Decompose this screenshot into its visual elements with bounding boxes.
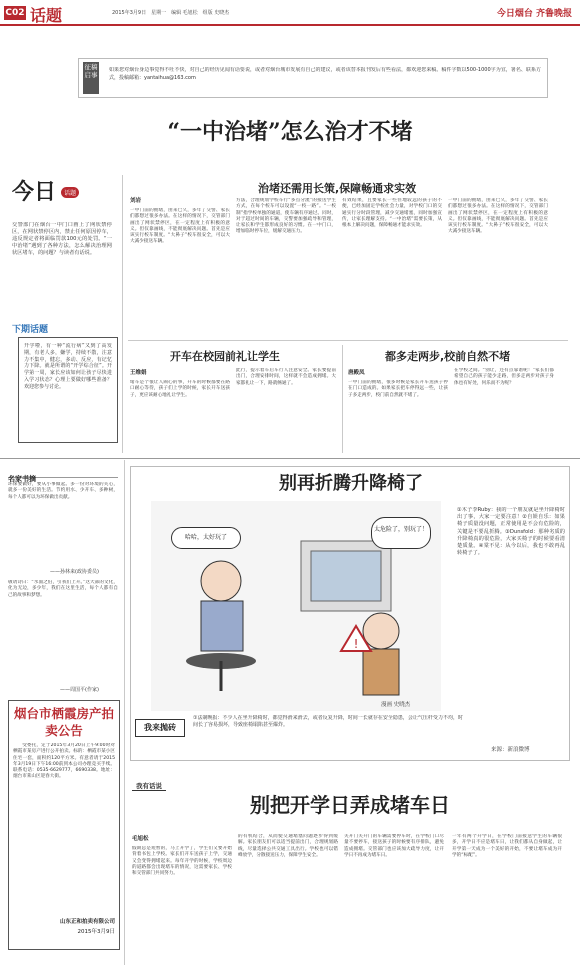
issue-meta: 2015年3月9日 星期一 编辑 毛旭松 组版 史晓杰 xyxy=(112,10,230,16)
reading-room-title xyxy=(8,466,118,483)
article2-col2: 此行，提示着车后车行人注意安全。家长要提前出门，合理安排时间，这样就不会造成拥堵。大家都礼让一下，路就畅通了。 xyxy=(236,368,336,386)
call-body: 如果您对烟台身边事觉得不吐不快，对自己的经历见闻有话要说，或者对烟台城市发展有自己的建议，或者该替本报刊发后有些看法，都欢迎您来稿。稿件字数以500-1000字为宜，署名、联系方式，投稿邮箱：yantaihua@163.com xyxy=(109,67,541,81)
article1-author: 刘岩 xyxy=(130,198,142,204)
topic2-author: 毛旭松 xyxy=(132,836,149,842)
feature-block xyxy=(130,466,570,761)
reading-room-title-text: 名家书摘 xyxy=(8,475,36,483)
article2-col1: 堵车是个很让人闹心的事，开车的时候都要在路口耐心等待，孩子们上学的时候，家长开车送孩子，更应该耐心地礼让学生。 xyxy=(130,380,230,398)
notice-title: 烟台市栖霞房产拍卖公告 xyxy=(13,706,114,738)
article1-col4: 一中门前的拥堵，由来已久，多年了交警、家长们都想过很多办法。在这样的情况下，交管部门画出了网状禁停区，在一定程度上有积极的意义。但仅靠画线，不能彻底解决问题。首先是应该实行校车制度。“大鼻子”校车很安全，可以大大减少接送车辆。 xyxy=(448,198,548,235)
topic2-label-text: 我有话说 xyxy=(132,782,166,791)
reading-room-body2: 敬请诗曰：“水面之伯，引我们上升。”这大部的文化，化为无边，多少年，我们在这里生活，每个人都有自己的故事和梦想。 xyxy=(8,580,118,598)
notice-box xyxy=(8,700,120,950)
reading-room-body: 环保要做好，要从小事做起。多一份对环境的关心，就多一份美好的生活。节约用水、少开车、多种树，每个人都可以为环保做出贡献。 xyxy=(8,482,118,500)
page-number: C02 xyxy=(5,8,25,18)
article3-col1: 一中门前的拥堵，很多时候是家长开车送孩子停在门口造成的。如果家长把车停得远一些，让孩子多走两步，校门前自然就不堵了。 xyxy=(348,380,448,398)
notice-company: 山东正和拍卖有限公司 xyxy=(59,919,115,925)
article1-col2: 方法，合理规划学校车行“多点分流”的接送学生方式，在每个校车可以设置“一校一路”。“一校制”指学校单独的通道，使车辆有序通过。同时，对于超过时间的车辆，交警要加强疏导和管理，让家长和学生都形成良好的习惯。在一中门口，增加临时停车位，缓解交通压力。 xyxy=(236,198,336,235)
next-topic-box xyxy=(18,337,118,443)
next-topic-body: 开学啦，有一种“流行病”又到了高发期，有老人多，嫌学，持续不散，注意力不集中，健忘，多动、反应，有记忆力下降。就是所谓的“开学综合征”。开学第一周，家长应该如何让孩子尽快进入学习状态？心理上要做好哪些准备？欢迎您参与讨论。 xyxy=(24,343,112,390)
feature-badge-text: 我来抛砖 xyxy=(144,723,176,732)
bubble-left xyxy=(171,527,241,549)
article1-col3: 有效结果，且要家长一些住地较远的孩子的不便，已经加固定学校社会力量，对学校门口的交通实行分时段管理，减少交通堵塞，同时加强宣传，让家长理解支持。“一中治堵”需要长策，从根本上解决问题，保障畅通才能求实效。 xyxy=(342,198,442,229)
call-for-submissions xyxy=(78,58,548,98)
topic2-label xyxy=(132,773,166,792)
notice-date: 2015年3月9日 xyxy=(77,929,115,935)
article2-author: 王维娟 xyxy=(130,370,147,376)
today-topic-small: 话题 xyxy=(61,187,79,198)
article2-subhead: 开车在校园前礼让学生 xyxy=(170,350,280,363)
topic2-col2: 的有机结合，从而使交通堵塞问题逐步得到缓解。家长朋友们可以适当提前出门，合理规划路线，尽量选择公共交通工具出行。学校也可以错峰放学，分散接送压力，保障学生安全。 xyxy=(238,834,338,858)
reading-room-author2: ——周国平(作家) xyxy=(60,687,99,693)
cartoon-caption: 漫画 史晓杰 xyxy=(381,702,411,708)
feature-side: ①木子李Ruby：我的一个朋友就是坐升降椅时出了事，大家一定要注意！②自娱自乐：如果椅子质量没问题，正常使用是不会有危险的，关键是不要乱折腾。③Dunsfold：那种劣质的升降椅真的很危险，大家买椅子的时候要看清楚质量。④棠不见：从今以后，我也不敢再乱转椅子了。 xyxy=(457,507,565,557)
article1-subhead: 治堵还需用长策,保障畅通求实效 xyxy=(258,182,417,195)
today-topic-big: 今日 xyxy=(12,179,57,205)
feature-title: 别再折腾升降椅了 xyxy=(279,473,423,494)
article1-col1: 一中门前的拥堵，由来已久，多年了交警、家长们都想过很多办法。在这样的情况下，交管部门画出了网状禁停区，在一定程度上有积极的意义。但仅靠画线，不能彻底解决问题。首先是应该实行校车制度。“大鼻子”校车很安全，可以大大减少接送车辆。 xyxy=(130,208,230,245)
topic2-col3: 关开门关开门的车辆需要停车时，在学校门口尽量不要停车，接送孩子的时候要有序排队，避免造成拥堵。交管部门也应该加大疏导力度，让开学日不再成为堵车日。 xyxy=(344,834,444,858)
topic2-col1: 假期总是短暂的，马上开学了，学生们又要开始背着书包上学校。家长们开车送孩子上学，交通又会变得拥堵起来。每年开学的时候，学校周边的道路都会出现堵车的情况，这需要家长、学校和交管部门共同努力。 xyxy=(132,846,232,877)
article3-subhead: 都多走两步,校前自然不堵 xyxy=(385,350,511,363)
notice-body: 受委托，定于2015年3月20日上午9:00时对栖霞市某房产进行公开拍卖。标的：栖霞市某小区住宅一套，面积约120平方米。有意者请于2015年3月19日下午16:00前到本公司办理竞买手续。联系电话：0535-6629777，6690338。地址：烟台市莱山区迎春大街。 xyxy=(13,743,115,780)
main-headline: “一中治堵”怎么治才不堵 xyxy=(167,119,413,145)
feature-badge xyxy=(135,719,185,737)
section-title: 话题 xyxy=(30,6,63,25)
today-topic-body: 交警部门在烟台一中门口画上了网状禁停区，在网状禁停区内，禁止任何原因停车，违反规定者将面临罚款100元的处罚。“一中治堵”遇到了各种方法，怎么解决治理网状区堵车，的问题？与读者有话说。 xyxy=(12,222,112,256)
article3-col2: 在学校之间。“别让，还有点靠谱呢！”家长们都希望自己的孩子能少走路，但多走两步对孩子身体也有好处，何乐而不为呢？ xyxy=(454,368,554,386)
topic2-col4: 一年有两个开学日，在学校门前接送学生的车辆很多，开学日不应是堵车日，让我们都从自身做起，让开学第一天成为一个美好的开始，不要让堵车成为开学的“标配”。 xyxy=(452,834,562,858)
next-topic-label: 下期话题 xyxy=(12,325,49,335)
feature-source: 来源：新浪微博 xyxy=(491,747,530,753)
page-header xyxy=(0,0,580,26)
feature-desc: ①法制晚报：不少人在坐升降椅时，都觉得滑来滑去，或者反复升降，时间一长就存在安全隐患，会让气压杆受力不均，时间长了容易损坏，导致座椅塌陷甚至爆炸。 xyxy=(193,715,463,728)
newspaper-brand: 今日烟台 齐鲁晚报 xyxy=(496,9,572,19)
topic2-title: 别把开学日弄成堵车日 xyxy=(250,793,450,817)
bubble-right xyxy=(371,517,431,549)
bubble-right-text: 太危险了，别玩了！ xyxy=(373,526,428,533)
call-label: 征稿启事 xyxy=(83,62,99,94)
bubble-left-text: 哈哈，太好玩了 xyxy=(184,534,227,541)
svg-text:!: ! xyxy=(353,637,359,651)
today-topic-label xyxy=(12,175,92,215)
reading-room-author1: ——孙林来(政协委员) xyxy=(50,569,99,575)
article3-author: 唐殿凤 xyxy=(348,370,365,376)
